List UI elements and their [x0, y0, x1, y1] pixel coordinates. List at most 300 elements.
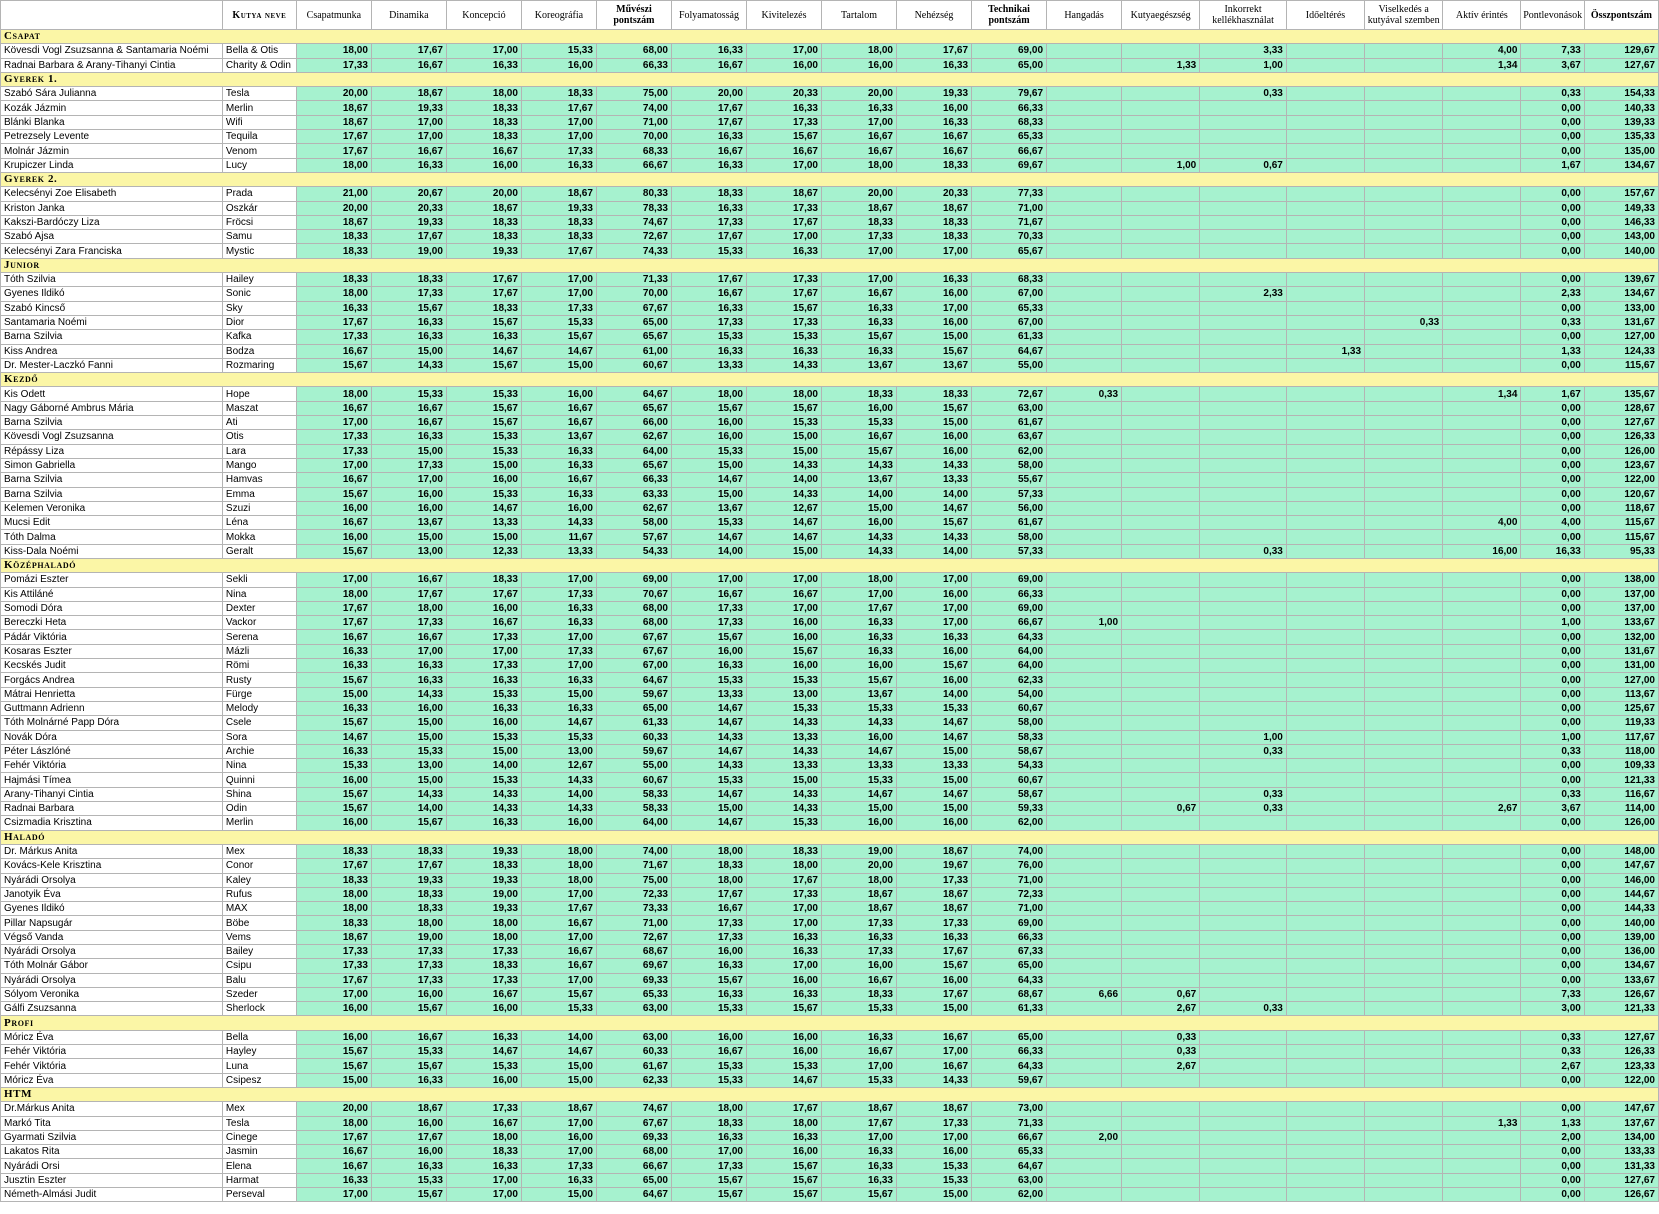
score-cell: 15,00 — [371, 344, 446, 358]
score-cell: 17,67 — [521, 244, 596, 258]
score-cell: 19,33 — [446, 844, 521, 858]
score-cell: 75,00 — [596, 873, 671, 887]
score-cell: 15,33 — [897, 1173, 972, 1187]
score-cell: 15,67 — [521, 330, 596, 344]
score-cell — [1047, 501, 1122, 515]
score-cell: 18,33 — [296, 844, 371, 858]
score-cell: 15,33 — [746, 416, 821, 430]
score-cell: 17,33 — [746, 273, 821, 287]
score-cell: 58,67 — [972, 787, 1047, 801]
score-cell: 69,00 — [972, 601, 1047, 615]
score-cell: 64,67 — [972, 1159, 1047, 1173]
score-cell — [1443, 687, 1521, 701]
score-cell — [1365, 516, 1443, 530]
score-cell: 15,67 — [671, 973, 746, 987]
handler-name-cell: Fehér Viktória — [1, 1045, 223, 1059]
score-cell: 17,33 — [821, 945, 896, 959]
score-cell: 0,00 — [1521, 916, 1584, 930]
score-cell: 133,67 — [1584, 616, 1658, 630]
score-cell — [1286, 215, 1364, 229]
score-cell: 17,33 — [897, 916, 972, 930]
score-cell: 13,00 — [521, 744, 596, 758]
score-cell — [1286, 759, 1364, 773]
score-cell: 15,67 — [897, 344, 972, 358]
score-cell: 70,00 — [596, 130, 671, 144]
score-cell: 18,33 — [446, 573, 521, 587]
score-cell — [1443, 273, 1521, 287]
score-cell: 16,33 — [446, 673, 521, 687]
table-row — [1, 315, 1659, 329]
dog-name-cell: Lucy — [222, 158, 296, 172]
score-cell: 1,00 — [1122, 158, 1200, 172]
score-cell: 17,00 — [371, 115, 446, 129]
score-cell — [1047, 1002, 1122, 1016]
handler-name-cell: Forgács Andrea — [1, 673, 223, 687]
score-cell: 14,67 — [897, 730, 972, 744]
score-cell: 138,00 — [1584, 573, 1658, 587]
score-cell: 1,00 — [1521, 730, 1584, 744]
score-cell — [1365, 244, 1443, 258]
score-cell: 66,33 — [972, 101, 1047, 115]
score-cell: 15,00 — [897, 1002, 972, 1016]
score-cell — [1047, 1188, 1122, 1202]
score-cell: 15,00 — [897, 330, 972, 344]
dog-name-cell: Prada — [222, 187, 296, 201]
score-cell: 13,33 — [746, 759, 821, 773]
score-cell: 0,00 — [1521, 201, 1584, 215]
score-cell: 17,33 — [446, 630, 521, 644]
score-cell: 17,33 — [671, 930, 746, 944]
score-cell — [1047, 673, 1122, 687]
score-cell: 0,00 — [1521, 573, 1584, 587]
score-cell: 16,33 — [296, 644, 371, 658]
score-cell: 15,00 — [746, 544, 821, 558]
score-cell — [1443, 158, 1521, 172]
score-cell — [1122, 587, 1200, 601]
score-cell: 0,00 — [1521, 930, 1584, 944]
score-cell: 15,33 — [371, 387, 446, 401]
score-cell — [1047, 101, 1122, 115]
score-cell: 0,00 — [1521, 1159, 1584, 1173]
score-cell: 18,33 — [446, 115, 521, 129]
score-cell: 17,67 — [671, 273, 746, 287]
score-cell — [1286, 1173, 1364, 1187]
score-cell: 18,00 — [821, 873, 896, 887]
score-cell — [1047, 716, 1122, 730]
score-cell: 17,33 — [821, 230, 896, 244]
score-cell: 18,33 — [296, 244, 371, 258]
table-row — [1, 287, 1659, 301]
score-cell: 125,67 — [1584, 701, 1658, 715]
score-cell — [1365, 1173, 1443, 1187]
score-cell — [1047, 1102, 1122, 1116]
score-cell — [1122, 501, 1200, 515]
score-cell: 17,33 — [671, 315, 746, 329]
score-cell: 58,33 — [596, 787, 671, 801]
dog-name-cell: Sora — [222, 730, 296, 744]
score-cell: 16,33 — [671, 1130, 746, 1144]
table-row — [1, 144, 1659, 158]
score-cell: 7,33 — [1521, 44, 1584, 58]
handler-name-cell: Blánki Blanka — [1, 115, 223, 129]
score-cell: 18,33 — [371, 844, 446, 858]
score-cell — [1365, 1102, 1443, 1116]
score-cell: 127,67 — [1584, 58, 1658, 72]
score-cell: 15,67 — [746, 644, 821, 658]
score-cell: 15,67 — [446, 358, 521, 372]
score-cell: 16,00 — [296, 816, 371, 830]
score-cell: 58,33 — [972, 730, 1047, 744]
handler-name-cell: Szabó Ajsa — [1, 230, 223, 244]
score-cell — [1365, 802, 1443, 816]
category-row — [1, 373, 1659, 387]
score-cell: 15,33 — [821, 1073, 896, 1087]
score-cell — [1286, 1159, 1364, 1173]
score-cell: 14,33 — [521, 516, 596, 530]
dog-name-cell: Dexter — [222, 601, 296, 615]
score-cell: 60,67 — [596, 773, 671, 787]
table-row — [1, 230, 1659, 244]
score-cell: 15,00 — [371, 773, 446, 787]
score-cell — [1200, 101, 1287, 115]
score-cell — [1286, 1188, 1364, 1202]
score-cell: 120,67 — [1584, 487, 1658, 501]
table-row — [1, 916, 1659, 930]
score-cell — [1286, 873, 1364, 887]
score-cell: 66,00 — [596, 416, 671, 430]
score-cell — [1200, 416, 1287, 430]
score-cell — [1443, 987, 1521, 1001]
score-cell — [1443, 659, 1521, 673]
score-cell: 0,00 — [1521, 630, 1584, 644]
score-cell — [1122, 945, 1200, 959]
score-cell: 1,00 — [1047, 616, 1122, 630]
dog-name-cell: Csipesz — [222, 1073, 296, 1087]
score-cell — [1122, 630, 1200, 644]
score-cell: 72,67 — [972, 387, 1047, 401]
score-cell: 15,00 — [296, 687, 371, 701]
score-cell: 17,33 — [671, 215, 746, 229]
handler-name-cell: Simon Gabriella — [1, 458, 223, 472]
dog-name-cell: Kafka — [222, 330, 296, 344]
score-cell: 136,00 — [1584, 945, 1658, 959]
score-cell — [1443, 244, 1521, 258]
table-row — [1, 630, 1659, 644]
score-cell: 18,00 — [371, 601, 446, 615]
score-cell: 14,33 — [446, 787, 521, 801]
dog-name-cell: Tesla — [222, 87, 296, 101]
score-cell — [1200, 887, 1287, 901]
score-cell: 17,33 — [446, 1102, 521, 1116]
score-cell — [1122, 644, 1200, 658]
score-cell: 15,00 — [671, 802, 746, 816]
score-cell — [1365, 859, 1443, 873]
score-cell — [1286, 244, 1364, 258]
score-cell: 137,00 — [1584, 601, 1658, 615]
score-cell: 18,00 — [446, 916, 521, 930]
score-cell: 16,67 — [746, 587, 821, 601]
score-cell: 16,00 — [897, 1145, 972, 1159]
handler-name-cell: Somodi Dóra — [1, 601, 223, 615]
score-cell: 16,67 — [671, 587, 746, 601]
score-cell — [1200, 930, 1287, 944]
score-cell: 119,33 — [1584, 716, 1658, 730]
score-cell: 0,00 — [1521, 115, 1584, 129]
score-cell: 16,33 — [446, 816, 521, 830]
score-cell: 17,33 — [296, 444, 371, 458]
score-cell — [1122, 902, 1200, 916]
score-cell: 68,00 — [596, 1145, 671, 1159]
score-cell: 16,33 — [371, 330, 446, 344]
score-cell: 64,33 — [972, 973, 1047, 987]
score-cell — [1122, 330, 1200, 344]
score-cell: 15,00 — [446, 458, 521, 472]
score-cell — [1200, 1173, 1287, 1187]
score-cell: 16,00 — [671, 644, 746, 658]
handler-name-cell: Kelecsényi Zoe Elisabeth — [1, 187, 223, 201]
score-cell — [1286, 330, 1364, 344]
score-cell: 16,33 — [671, 201, 746, 215]
score-cell — [1365, 1188, 1443, 1202]
score-cell: 18,67 — [821, 887, 896, 901]
score-cell: 16,00 — [296, 530, 371, 544]
score-cell: 18,67 — [897, 902, 972, 916]
dog-name-cell: Rozmaring — [222, 358, 296, 372]
score-cell: 68,33 — [972, 115, 1047, 129]
score-cell: 15,33 — [446, 730, 521, 744]
table-row — [1, 444, 1659, 458]
score-cell: 1,34 — [1443, 58, 1521, 72]
score-cell: 16,33 — [371, 673, 446, 687]
score-cell: 16,00 — [821, 959, 896, 973]
score-cell — [1365, 687, 1443, 701]
col-header-total-score: Összpontszám — [1584, 1, 1658, 30]
score-cell: 0,00 — [1521, 530, 1584, 544]
score-cell: 126,00 — [1584, 816, 1658, 830]
score-cell: 17,33 — [671, 601, 746, 615]
score-cell: 17,00 — [371, 130, 446, 144]
col-header-choreography: Koreográfia — [521, 1, 596, 30]
dog-name-cell: Böbe — [222, 916, 296, 930]
score-cell — [1200, 1045, 1287, 1059]
handler-name-cell: Szabó Sára Julianna — [1, 87, 223, 101]
score-cell: 0,00 — [1521, 401, 1584, 415]
table-row — [1, 330, 1659, 344]
score-cell: 14,33 — [521, 802, 596, 816]
handler-name-cell: Petrezsely Levente — [1, 130, 223, 144]
score-cell: 14,33 — [821, 458, 896, 472]
score-cell: 66,33 — [596, 58, 671, 72]
score-cell — [1443, 630, 1521, 644]
score-cell: 0,00 — [1521, 358, 1584, 372]
dog-name-cell: Nina — [222, 759, 296, 773]
score-cell: 1,33 — [1286, 344, 1364, 358]
score-cell — [1286, 130, 1364, 144]
score-cell — [1122, 87, 1200, 101]
score-cell: 15,00 — [446, 744, 521, 758]
score-cell: 75,00 — [596, 87, 671, 101]
score-cell: 0,00 — [1521, 1102, 1584, 1116]
score-cell — [1200, 1145, 1287, 1159]
score-cell: 121,33 — [1584, 773, 1658, 787]
score-cell — [1122, 516, 1200, 530]
score-cell — [1443, 215, 1521, 229]
score-cell — [1443, 573, 1521, 587]
score-cell: 16,67 — [521, 959, 596, 973]
score-cell: 16,00 — [897, 644, 972, 658]
score-cell — [1443, 201, 1521, 215]
handler-name-cell: Répássy Liza — [1, 444, 223, 458]
score-cell: 15,67 — [296, 544, 371, 558]
score-cell: 16,33 — [821, 301, 896, 315]
score-cell: 115,67 — [1584, 516, 1658, 530]
score-cell: 15,67 — [821, 330, 896, 344]
score-cell — [1443, 315, 1521, 329]
score-cell: 67,00 — [596, 659, 671, 673]
score-cell — [1047, 887, 1122, 901]
dog-name-cell: Mokka — [222, 530, 296, 544]
handler-name-cell: Sólyom Veronika — [1, 987, 223, 1001]
score-cell: 18,33 — [671, 859, 746, 873]
score-cell: 65,00 — [972, 58, 1047, 72]
score-cell: 59,67 — [596, 744, 671, 758]
score-cell: 18,00 — [821, 573, 896, 587]
score-cell — [1047, 601, 1122, 615]
score-cell — [1047, 530, 1122, 544]
dog-name-cell: MAX — [222, 902, 296, 916]
score-cell: 15,67 — [446, 401, 521, 415]
score-cell: 19,33 — [371, 101, 446, 115]
score-cell: 0,00 — [1521, 144, 1584, 158]
score-cell: 18,33 — [897, 158, 972, 172]
score-cell — [1443, 1045, 1521, 1059]
score-cell: 0,33 — [1200, 787, 1287, 801]
score-cell: 20,67 — [371, 187, 446, 201]
score-cell — [1122, 401, 1200, 415]
score-cell: 16,00 — [821, 401, 896, 415]
score-cell: 16,67 — [296, 473, 371, 487]
score-cell: 15,67 — [746, 1159, 821, 1173]
table-row — [1, 301, 1659, 315]
table-row — [1, 987, 1659, 1001]
score-cell: 14,67 — [746, 530, 821, 544]
score-cell: 16,33 — [897, 630, 972, 644]
table-row — [1, 458, 1659, 472]
score-cell: 18,67 — [897, 844, 972, 858]
score-cell: 0,00 — [1521, 859, 1584, 873]
score-cell: 126,33 — [1584, 430, 1658, 444]
score-cell: 18,33 — [521, 215, 596, 229]
score-cell: 17,67 — [521, 101, 596, 115]
table-row — [1, 787, 1659, 801]
category-label: Junior — [1, 258, 1659, 272]
score-cell: 16,67 — [671, 1045, 746, 1059]
score-cell: 70,67 — [596, 587, 671, 601]
score-cell: 0,00 — [1521, 716, 1584, 730]
table-row — [1, 887, 1659, 901]
score-cell: 16,33 — [671, 987, 746, 1001]
score-cell: 1,33 — [1521, 344, 1584, 358]
score-cell: 0,33 — [1521, 1030, 1584, 1044]
score-cell: 15,33 — [521, 1002, 596, 1016]
handler-name-cell: Csizmadia Krisztina — [1, 816, 223, 830]
score-cell: 14,33 — [746, 716, 821, 730]
score-cell: 16,00 — [897, 973, 972, 987]
score-cell: 15,00 — [897, 802, 972, 816]
score-cell: 0,00 — [1521, 430, 1584, 444]
score-cell: 16,67 — [671, 902, 746, 916]
score-cell — [1122, 601, 1200, 615]
score-cell — [1200, 301, 1287, 315]
score-cell: 16,67 — [671, 287, 746, 301]
score-cell — [1122, 716, 1200, 730]
table-row — [1, 344, 1659, 358]
score-cell: 71,00 — [972, 201, 1047, 215]
score-cell: 0,00 — [1521, 130, 1584, 144]
category-row — [1, 1087, 1659, 1101]
score-cell: 17,00 — [897, 573, 972, 587]
score-cell: 17,67 — [446, 587, 521, 601]
score-cell — [1047, 644, 1122, 658]
score-cell — [1443, 344, 1521, 358]
score-cell — [1443, 673, 1521, 687]
score-cell: 17,00 — [821, 1130, 896, 1144]
score-cell: 0,00 — [1521, 444, 1584, 458]
score-cell — [1122, 773, 1200, 787]
score-cell — [1365, 44, 1443, 58]
score-cell: 62,67 — [596, 430, 671, 444]
dog-name-cell: Sonic — [222, 287, 296, 301]
score-cell: 12,33 — [446, 544, 521, 558]
score-cell: 15,67 — [821, 1188, 896, 1202]
score-cell — [1122, 387, 1200, 401]
dog-name-cell: Römi — [222, 659, 296, 673]
handler-name-cell: Nyárádi Orsolya — [1, 873, 223, 887]
score-cell — [1365, 530, 1443, 544]
score-cell — [1365, 873, 1443, 887]
score-cell — [1286, 1002, 1364, 1016]
score-cell — [1122, 759, 1200, 773]
score-cell — [1365, 844, 1443, 858]
score-cell: 16,00 — [671, 416, 746, 430]
score-cell: 0,00 — [1521, 244, 1584, 258]
dog-name-cell: Balu — [222, 973, 296, 987]
score-cell: 16,33 — [446, 1159, 521, 1173]
score-cell — [1200, 330, 1287, 344]
score-cell — [1047, 916, 1122, 930]
score-cell: 19,33 — [897, 87, 972, 101]
score-cell: 14,67 — [897, 716, 972, 730]
score-cell — [1047, 215, 1122, 229]
score-cell: 14,67 — [521, 716, 596, 730]
score-cell — [1443, 430, 1521, 444]
score-cell — [1200, 573, 1287, 587]
score-cell: 143,00 — [1584, 230, 1658, 244]
score-cell: 17,67 — [296, 973, 371, 987]
score-cell — [1365, 616, 1443, 630]
score-cell: 67,33 — [972, 945, 1047, 959]
score-cell: 16,33 — [446, 701, 521, 715]
score-cell — [1122, 358, 1200, 372]
score-cell: 1,00 — [1521, 616, 1584, 630]
score-cell — [1286, 630, 1364, 644]
score-cell: 59,67 — [972, 1073, 1047, 1087]
score-cell — [1365, 544, 1443, 558]
score-cell: 15,33 — [671, 516, 746, 530]
score-cell: 2,67 — [1521, 1059, 1584, 1073]
score-cell: 16,67 — [897, 1030, 972, 1044]
score-cell — [1365, 130, 1443, 144]
